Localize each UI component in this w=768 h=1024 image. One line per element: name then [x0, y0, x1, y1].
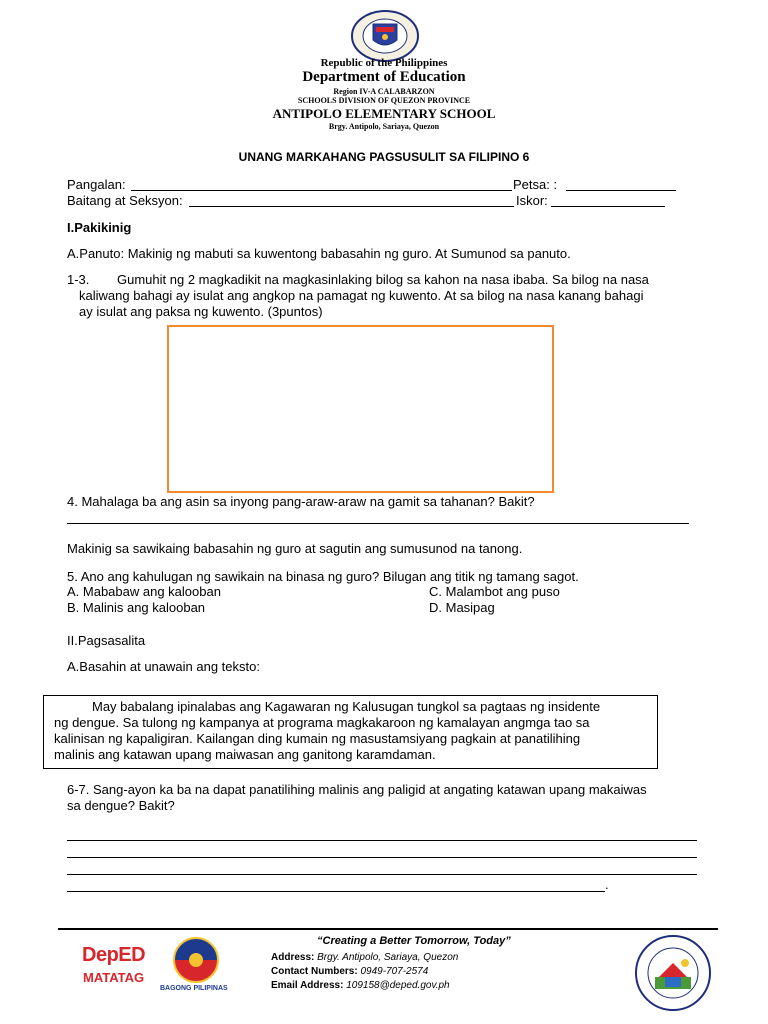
reading-passage-box [43, 695, 658, 769]
region-line: Region IV-A CALABARZON [333, 87, 435, 96]
item1-text-line3: ay isulat ang paksa ng kuwento. (3puntos) [79, 304, 323, 319]
division-line: SCHOOLS DIVISION OF QUEZON PROVINCE [297, 96, 471, 105]
item67-question-line2: sa dengue? Bakit? [67, 798, 175, 813]
baitang-input-line[interactable] [189, 206, 514, 207]
choice-c[interactable]: C. Malambot ang puso [429, 584, 560, 599]
item1-text-line2: kaliwang bahagi ay isulat ang angkop na pamagat ng kuwento. At sa bilog na nasa kanang bahagi [79, 288, 644, 303]
item67-answer-line[interactable] [67, 891, 605, 892]
school-seal-icon [633, 933, 713, 1013]
address-label: Address: [271, 952, 315, 963]
petsa-label: Petsa: : [513, 177, 558, 192]
section1-title: I.Pakikinig [67, 220, 132, 235]
pangalan-label: Pangalan: [67, 177, 126, 192]
school-address: Brgy. Antipolo, Sariaya, Quezon [328, 122, 440, 131]
sawikain-instruction: Makinig sa sawikaing babasahin ng guro at sagutin ang sumusunod na tanong. [67, 541, 523, 556]
email-label: Email Address: [271, 980, 344, 991]
department-name: Department of Education [302, 69, 466, 85]
item1-number: 1-3. [67, 272, 90, 287]
item67-question-line1: 6-7. Sang-ayon ka ba na dapat panatilihing malinis ang paligid at angating katawan upang makaiwas [67, 782, 647, 797]
pangalan-input-line[interactable] [131, 190, 512, 191]
school-name: ANTIPOLO ELEMENTARY SCHOOL [272, 106, 496, 121]
item4-answer-line[interactable] [67, 523, 689, 524]
footer-contact-row [271, 966, 428, 977]
petsa-input-line[interactable] [566, 190, 676, 191]
iskor-label: Iskor: [516, 193, 548, 208]
footer-divider [58, 928, 718, 930]
drawing-answer-box[interactable] [167, 325, 554, 493]
choice-b[interactable]: B. Malinis ang kalooban [67, 600, 206, 615]
contact-value: 0949-707-2574 [360, 966, 429, 977]
item67-answer-line[interactable] [67, 840, 697, 841]
footer-motto: “Creating a Better Tomorrow, Today” [317, 935, 511, 947]
section2-title: II.Pagsasalita [67, 633, 146, 648]
item1-text-line1: Gumuhit ng 2 magkadikit na magkasinlaking bilog sa kahon na nasa ibaba. Sa bilog na nasa [117, 272, 649, 287]
baitang-label: Baitang at Seksyon: [67, 193, 183, 208]
item5-question: 5. Ano ang kahulugan ng sawikain na binasa ng guro? Bilugan ang titik ng tamang sagot. [67, 569, 579, 584]
bagong-pilipinas-text: BAGONG PILIPINAS [160, 985, 228, 992]
section1-directions: A.Panuto: Makinig ng mabuti sa kuwentong babasahin ng guro. At Sumunod sa panuto. [67, 246, 571, 261]
choice-a[interactable]: A. Mababaw ang kalooban [67, 584, 221, 599]
bagong-pilipinas-logo-icon [166, 936, 226, 984]
item4-question: 4. Mahalaga ba ang asin sa inyong pang-araw-araw na gamit sa tahanan? Bakit? [67, 494, 535, 509]
section2-directions: A.Basahin at unawain ang teksto: [67, 659, 260, 674]
address-value: Brgy. Antipolo, Sariaya, Quezon [317, 952, 459, 963]
passage-line-3: kalinisan ng kapaligiran. Kailangan ding kumain ng masustamsiyang pagkain at panatilihing [54, 731, 581, 746]
deped-seal-icon [350, 10, 420, 62]
item67-answer-line[interactable] [67, 874, 697, 875]
exam-title: UNANG MARKAHANG PAGSUSULIT SA FILIPINO 6 [238, 150, 530, 164]
matatag-logo: MATATAG [83, 970, 145, 985]
item67-end-period: . [605, 877, 609, 892]
passage-line-4: malinis ang katawan upang maiwasan ang ganitong karamdaman. [54, 747, 436, 762]
passage-line-1: May babalang ipinalabas ang Kagawaran ng Kalusugan tungkol sa pagtaas ng insidente [92, 699, 601, 714]
iskor-input-line[interactable] [551, 206, 665, 207]
contact-label: Contact Numbers: [271, 966, 358, 977]
item67-answer-line[interactable] [67, 857, 697, 858]
passage-line-2: ng dengue. Sa tulong ng kampanya at programa magkakaroon ng kamalayan angmga tao sa [54, 715, 590, 730]
footer-email-row [271, 980, 450, 991]
choice-d[interactable]: D. Masipag [429, 600, 495, 615]
email-value[interactable]: 109158@deped.gov.ph [346, 980, 450, 991]
deped-logo [82, 944, 145, 967]
republic-line: Republic of the Philippines [320, 57, 448, 69]
footer-address-row [271, 952, 458, 963]
deped-logo-text: DepED [82, 944, 146, 966]
